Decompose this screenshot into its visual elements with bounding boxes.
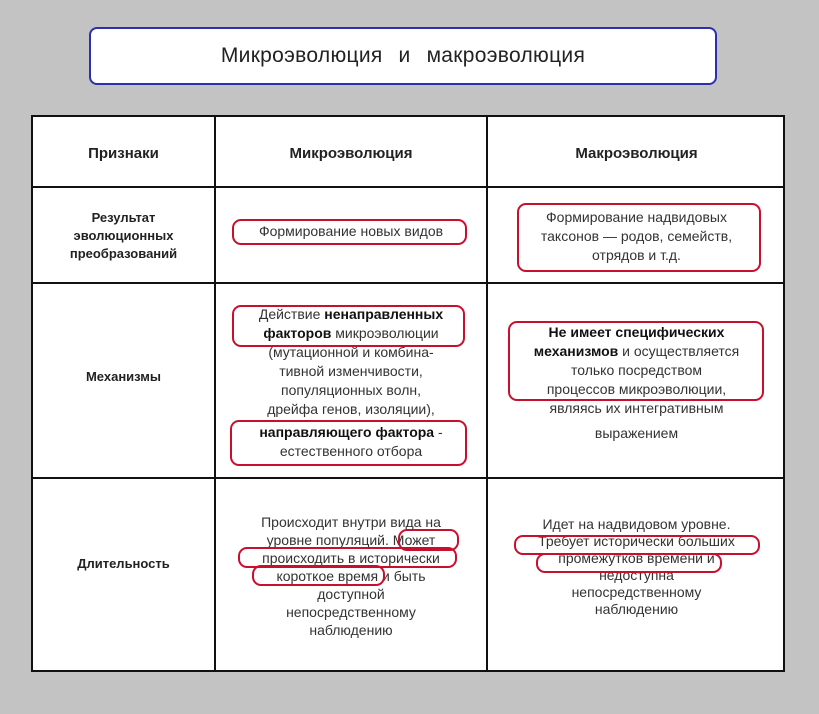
micro-mechanisms-cell bbox=[216, 305, 486, 461]
row-label-duration bbox=[33, 555, 214, 573]
micro-duration-cell bbox=[216, 513, 486, 639]
cell-text: микроэволюции bbox=[331, 325, 439, 341]
page-title bbox=[89, 27, 717, 85]
title-conjunction: и bbox=[398, 44, 411, 67]
cell-line: наблюдению bbox=[594, 601, 679, 617]
cell-bold-text: Не имеет специфических bbox=[548, 324, 725, 340]
cell-line: только посредством bbox=[570, 362, 703, 378]
cell-line: являясь их интегративным bbox=[549, 400, 724, 416]
micro-result-cell bbox=[216, 222, 486, 241]
row-divider bbox=[33, 477, 783, 479]
cell-text: уровне популяций. bbox=[266, 532, 389, 548]
cell-text: Может bbox=[392, 532, 436, 548]
cell-line: процессов микроэволюции, bbox=[546, 381, 727, 397]
cell-text: Действие bbox=[258, 306, 325, 322]
macro-duration-cell bbox=[488, 516, 785, 618]
cell-bold-text: ненаправленных bbox=[324, 306, 444, 322]
cell-line: (мутационной и комбина- bbox=[268, 344, 434, 360]
cell-line: дрейфа генов, изоляции), bbox=[267, 401, 435, 417]
row-label-line: Длительность bbox=[77, 556, 170, 571]
cell-bold-text: направляющего фактора bbox=[259, 424, 435, 440]
header-features: Признаки bbox=[88, 145, 159, 162]
cell-text: короткое время bbox=[276, 568, 379, 584]
header-macro: Макроэволюция bbox=[575, 145, 698, 162]
cell-line: тивной изменчивости, bbox=[279, 363, 423, 379]
cell-line: Требует исторически больших bbox=[538, 533, 735, 549]
row-label-result bbox=[33, 209, 214, 263]
cell-line: выражением bbox=[594, 425, 679, 441]
row-label-line: эволюционных bbox=[73, 228, 174, 243]
cell-line: доступной bbox=[317, 586, 385, 602]
cell-text: и осуществляется bbox=[618, 343, 740, 359]
row-label-line: Механизмы bbox=[85, 369, 162, 384]
cell-line: популяционных волн, bbox=[281, 382, 421, 398]
row-divider bbox=[33, 186, 783, 188]
cell-line: Формирование надвидовых bbox=[546, 209, 727, 225]
cell-line: наблюдению bbox=[309, 622, 393, 638]
cell-text: промежутков времени bbox=[558, 550, 703, 566]
cell-line: непосредственному bbox=[286, 604, 416, 620]
macro-mechanisms-cell bbox=[488, 323, 785, 443]
row-divider bbox=[33, 282, 783, 284]
row-label-mechanisms bbox=[33, 368, 214, 386]
cell-line: естественного отбора bbox=[279, 443, 423, 459]
cell-text: - bbox=[434, 424, 443, 440]
cell-line: Происходит внутри вида на bbox=[261, 514, 441, 530]
cell-line: непосредственному bbox=[571, 584, 702, 600]
cell-line: Формирование новых видов bbox=[258, 223, 444, 239]
cell-line: Идет на надвидовом уровне. bbox=[542, 516, 731, 532]
comparison-table bbox=[31, 115, 785, 672]
cell-bold-text: механизмов bbox=[533, 343, 619, 359]
cell-line: отрядов и т.д. bbox=[592, 247, 681, 263]
cell-line: происходить в исторически bbox=[262, 550, 440, 566]
row-label-line: Результат bbox=[91, 210, 156, 225]
cell-text: и быть bbox=[378, 568, 426, 584]
header-micro: Микроэволюция bbox=[289, 145, 413, 162]
cell-line: таксонов — родов, семейств, bbox=[540, 228, 733, 244]
cell-line: недоступна bbox=[599, 567, 674, 583]
cell-text: и bbox=[703, 550, 715, 566]
row-label-line: преобразований bbox=[69, 246, 178, 261]
cell-bold-text: факторов bbox=[263, 325, 332, 341]
title-part1: Микроэволюция bbox=[220, 44, 383, 67]
title-part2: макроэволюция bbox=[426, 44, 586, 67]
macro-result-cell bbox=[488, 208, 785, 265]
